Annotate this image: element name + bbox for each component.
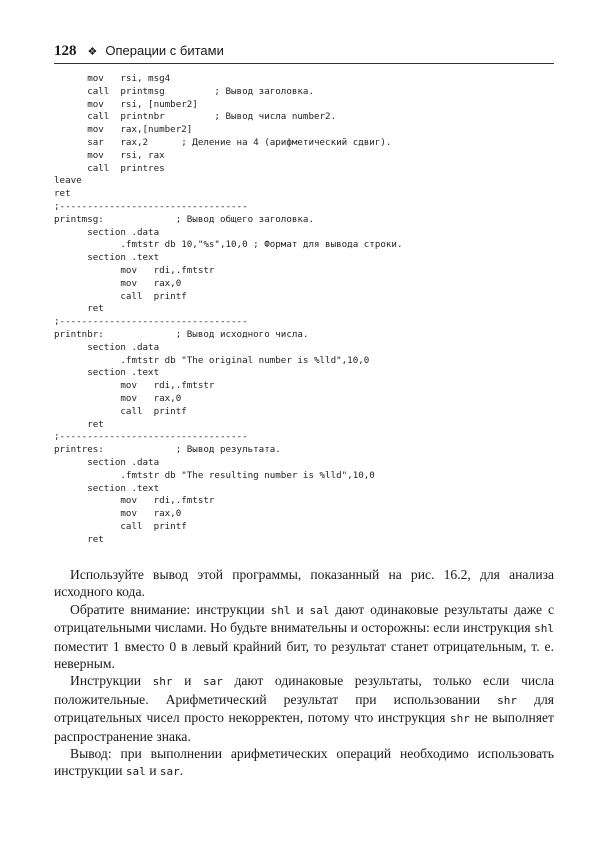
paragraph-2 <box>54 601 554 673</box>
inline-code-shr: shr <box>497 693 517 707</box>
code-line: mov rsi, rax <box>54 149 165 161</box>
inline-code-shl: shl <box>534 622 554 636</box>
code-line: mov rax,[number2] <box>54 124 193 136</box>
code-line: mov rax,0 <box>54 277 182 289</box>
code-line: ret <box>54 418 104 430</box>
code-line: .fmtstr db 10,"%s",10,0 ; Формат для вывода строки. <box>54 239 403 251</box>
p2-text-a: Обратите внимание: инструкции <box>70 601 271 617</box>
code-line: leave <box>54 175 82 187</box>
code-line: mov rax,0 <box>54 508 182 520</box>
inline-code-shr: shr <box>449 712 470 726</box>
p2-text-d: поместит 1 вместо 0 в левый крайний бит, то результат станет отрицательным, т. е. неверным. <box>54 638 554 672</box>
paragraph-4 <box>54 745 554 781</box>
code-line: printnbr: ; Вывод исходного числа. <box>54 328 309 340</box>
page-number: 128 <box>54 43 77 59</box>
p2-text-b: и <box>290 601 310 617</box>
inline-code-shl: shl <box>270 603 291 617</box>
code-line: call printres <box>54 162 165 174</box>
code-line: mov rax,0 <box>54 392 182 404</box>
code-line: .fmtstr db "The original number is %lld",10,0 <box>54 354 370 366</box>
p4-text-b: и <box>145 763 160 779</box>
code-line: call printf <box>54 290 187 302</box>
p4-text-a: Вывод: при выполнении арифметических операций необходимо использовать инструкции <box>54 746 554 779</box>
inline-code-sar: sar <box>203 675 223 689</box>
inline-code-sar: sar <box>159 765 180 779</box>
code-line: section .text <box>54 252 160 264</box>
page-header <box>54 43 554 64</box>
code-line: mov rsi, msg4 <box>54 73 171 84</box>
code-line: section .data <box>54 226 160 238</box>
code-line: mov rsi, [number2] <box>54 98 198 110</box>
code-line: mov rdi,.fmtstr <box>54 495 215 507</box>
code-line: call printf <box>54 405 187 417</box>
code-line: .fmtstr db "The resulting number is %lld",10,0 <box>54 469 375 481</box>
p3-text-b: и <box>172 673 204 689</box>
code-line: call printmsg ; Вывод заголовка. <box>54 85 314 97</box>
code-line: printres: ; Вывод результата. <box>54 444 281 456</box>
p4-text-c: . <box>179 763 184 779</box>
p3-text-e: не выполняет распространение знака. <box>54 710 554 744</box>
running-title: Операции с битами <box>105 43 224 58</box>
code-line: ;---------------------------------- <box>54 316 248 328</box>
inline-code-sal: sal <box>309 603 330 617</box>
code-line: section .text <box>54 367 160 379</box>
p3-text-a: Инструкции <box>70 673 153 689</box>
p2-text-c: дают одинаковые результаты даже с отрицательными числами. Но будьте внимательны и осторожны: если инструкция <box>54 601 554 636</box>
p3-text-c: дают одинаковые результаты, только если числа положительные. Арифметический результат при использовании <box>54 673 554 707</box>
paragraph-3 <box>54 672 554 745</box>
code-line: printmsg: ; Вывод общего заголовка. <box>54 213 314 225</box>
code-line: ret <box>54 188 71 200</box>
code-line: ret <box>54 533 104 545</box>
paragraph-1 <box>54 566 554 601</box>
code-line: section .data <box>54 341 160 353</box>
inline-code-sal: sal <box>125 765 146 779</box>
code-line: section .data <box>54 456 160 468</box>
paragraph-1-text: Используйте вывод этой программы, показанный на рис. 16.2, для анализа исходного кода. <box>54 567 554 600</box>
code-line: mov rdi,.fmtstr <box>54 264 215 276</box>
p3-text-d: для отрицательных чисел просто некорректен, потому что инструкция <box>54 691 554 726</box>
code-line: call printnbr ; Вывод числа number2. <box>54 111 337 123</box>
inline-code-shr: shr <box>152 675 173 689</box>
code-line: mov rdi,.fmtstr <box>54 380 215 392</box>
code-line: ;---------------------------------- <box>54 431 248 443</box>
code-line: ret <box>54 303 104 315</box>
code-line: call printf <box>54 520 187 532</box>
code-line: sar rax,2 ; Деление на 4 (арифметический сдвиг). <box>54 136 392 148</box>
code-line: section .text <box>54 482 160 494</box>
code-line: ;---------------------------------- <box>54 200 248 212</box>
body-text <box>54 566 554 781</box>
code-listing <box>54 73 554 546</box>
diamond-ornament-icon: ❖ <box>87 46 98 58</box>
